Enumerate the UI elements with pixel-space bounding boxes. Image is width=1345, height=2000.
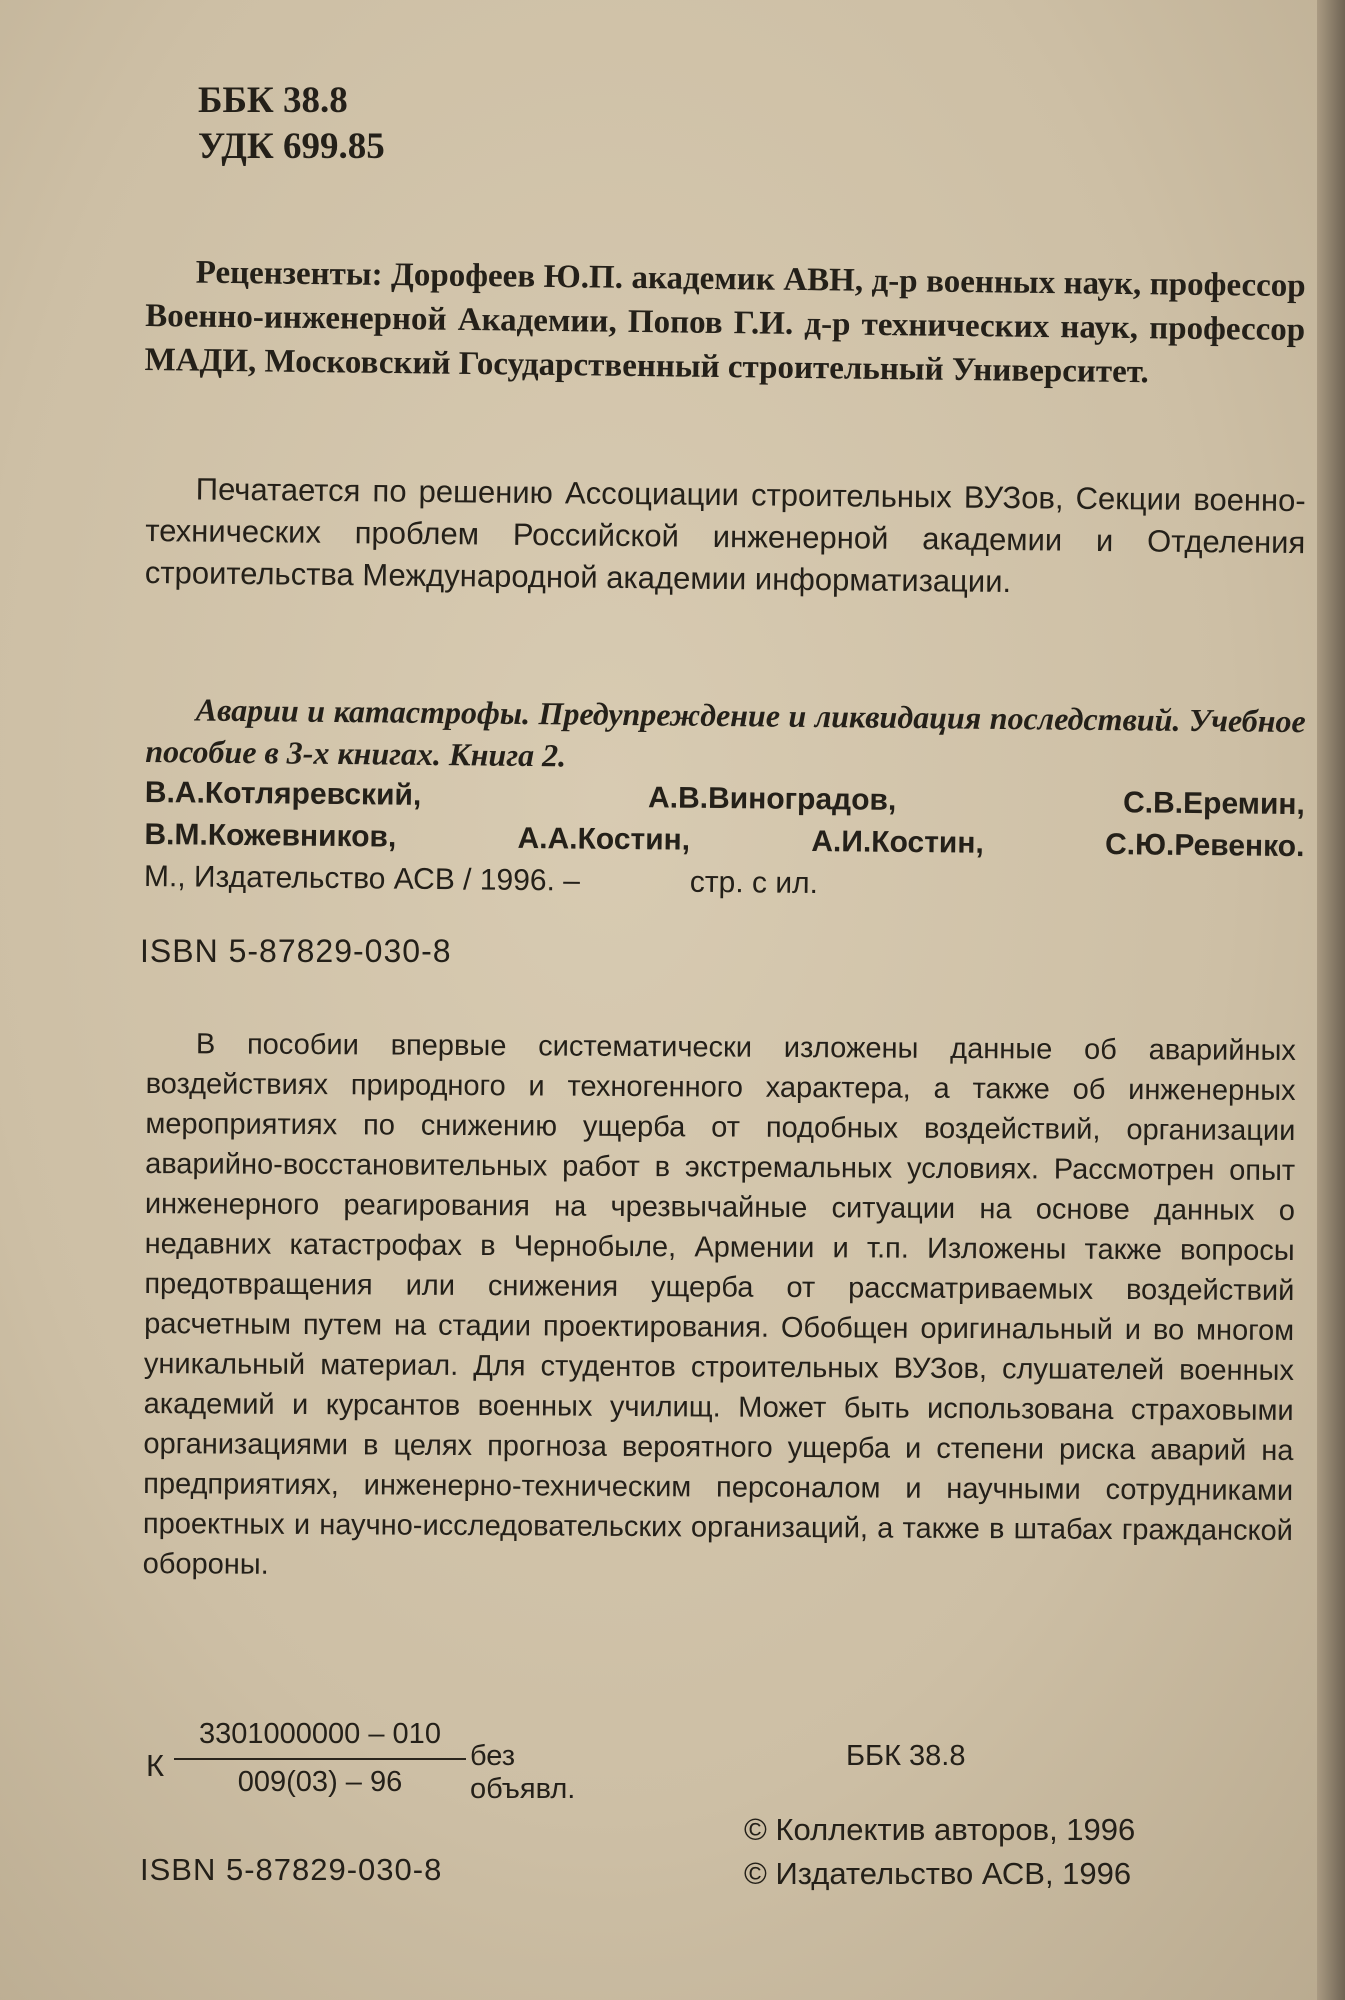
isbn-bottom: ISBN 5-87829-030-8 xyxy=(140,1852,443,1887)
copyright-publisher: © Издательство АСВ, 1996 xyxy=(744,1856,1132,1891)
bbk-code: ББК 38.8 xyxy=(198,80,348,121)
author: В.М.Кожевников, xyxy=(144,817,397,854)
classification-header xyxy=(198,78,385,170)
author: А.В.Виноградов, xyxy=(647,781,897,817)
abstract-paragraph: В пособии впервые систематически изложены данные об аварийных воздействиях природного и техногенного характера, а также об инженерных мероприятиях по снижению ущерба от подобных воздействий, организации аварийно-восстановительных работ в экстремальных условиях. Рассмотрен опыт инженерного реагирования на чрезвычайные ситуации на основе данных о недавних катастрофах в Чернобыле, Армении и т.п. Изложены также вопросы предотвращения или снижения ущерба от рассматриваемых воздействий расчетным путем на стадии проектирования. Обобщен оригинальный и во многом уникальный материал. Для студентов строительных ВУЗов, слушателей военных академий и курсантов военных училищ. Может быть использована страховыми организациями в целях прогноза вероятного ущерба и степени риска аварий на предприятиях, инженерно-техническим персоналом и научными сотрудниками проектных и научно-исследовательских организаций, а также в штабах гражданской обороны. xyxy=(142,1028,1296,1581)
publication-note: Печатается по решению Ассоциации строительных ВУЗов, Секции военно-технических проблем Российской инженерной академии и Отделения строительства Международной академии информатизации. xyxy=(144,471,1306,600)
copyright-block xyxy=(744,1808,1135,1896)
catalog-numerator: 3301000000 – 010 xyxy=(199,1718,441,1750)
catalog-denominator: 009(03) – 96 xyxy=(237,1766,403,1798)
author: С.Ю.Ревенко. xyxy=(1104,828,1305,864)
fraction-bar xyxy=(174,1758,466,1760)
udk-code: УДК 699.85 xyxy=(198,126,385,167)
author: В.А.Котляревский, xyxy=(144,775,422,812)
bibliographic-record xyxy=(144,688,1306,910)
catalog-k: К xyxy=(146,1748,165,1783)
isbn: ISBN 5-87829-030-8 xyxy=(140,933,452,969)
author: А.А.Костин, xyxy=(517,821,691,857)
author: А.И.Костин, xyxy=(811,824,984,860)
publisher: М., Издательство АСВ / 1996. – xyxy=(143,859,581,898)
copyright-authors: © Коллектив авторов, 1996 xyxy=(744,1812,1136,1847)
page-edge-shadow xyxy=(1317,0,1345,2000)
catalog-index xyxy=(146,1718,1296,1805)
bbk-footer: ББК 38.8 xyxy=(846,1740,966,1772)
reviewers-paragraph: Рецензенты: Дорофеев Ю.П. академик АВН, д-р военных наук, профессор Военно-инженерной Академии, Попов Г.И. д-р технических наук, профессор МАДИ, Московский Государственный строительный Университет. xyxy=(144,254,1306,391)
catalog-note: без объявл. xyxy=(470,1740,576,1805)
pages: стр. с ил. xyxy=(689,865,819,901)
book-title: Аварии и катастрофы. Предупреждение и ликвидация последствий. Учебное пособие в 3-х книгах. Книга 2. xyxy=(145,691,1306,774)
author: С.В.Еремин, xyxy=(1122,786,1305,822)
